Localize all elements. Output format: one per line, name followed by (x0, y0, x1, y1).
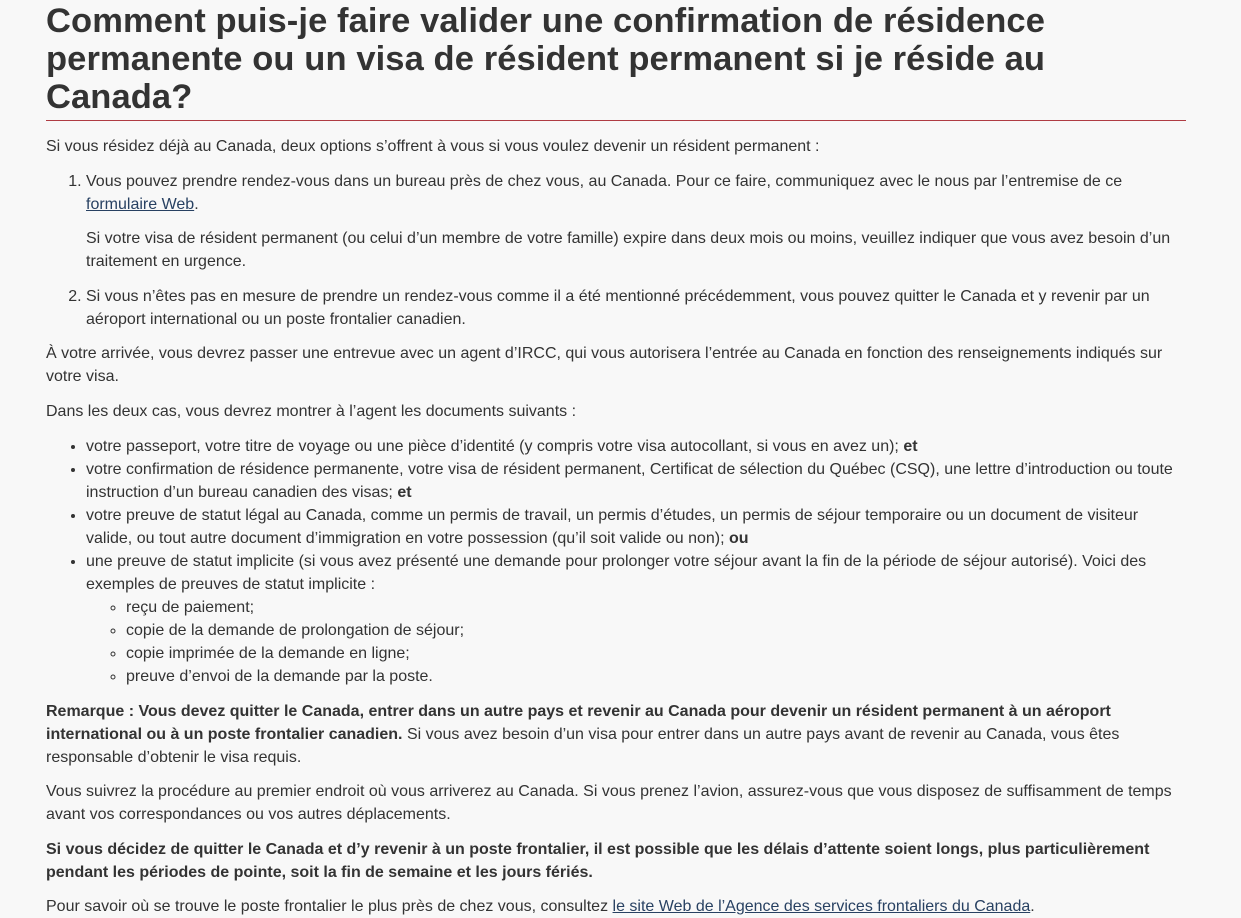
document-2-conjunction: et (397, 484, 412, 501)
wait-times-warning: Si vous décidez de quitter le Canada et d’y revenir à un poste frontalier, il est possible que les délais d’attente soient longs, plus particulièrement pendant les périodes de pointe, soit la fin de semaine et les jours fériés. (46, 841, 1150, 881)
note-rest-text: Si vous avez besoin d’un visa pour entrer dans un autre pays avant de revenir au Canada, vous êtes responsable d’obtenir le visa requis. (46, 726, 1120, 766)
proof-item: ◦ preuve d’envoi de la demande par la poste. (126, 665, 1186, 688)
web-form-link[interactable]: formulaire Web (86, 196, 195, 213)
option-item-2: 2. Si vous n’êtes pas en mesure de prendre un rendez-vous comme il a été mentionné précédemment, vous pouvez quitter le Canada et y revenir par un aéroport international ou un poste frontalier canadien. (86, 285, 1186, 331)
document-3-conjunction: ou (729, 530, 749, 547)
procedure-paragraph: Vous suivrez la procédure au premier endroit où vous arriverez au Canada. Si vous prenez l’avion, assurez-vous que vous disposez de suffisamment de temps avant vos correspondances ou vos autres déplacements. (46, 783, 1172, 823)
proof-item: ◦ copie imprimée de la demande en ligne; (126, 642, 1186, 665)
page-title: Comment puis-je faire valider une confirmation de résidence permanente ou un visa de résident permanent si je réside au Canada? (46, 0, 1186, 121)
note-bold-text: Remarque : Vous devez quitter le Canada, entrer dans un autre pays et revenir au Canada pour devenir un résident permanent à un aéroport international ou à un poste frontalier canadien. (46, 703, 1111, 743)
document-4-text: une preuve de statut implicite (si vous avez présenté une demande pour prolonger votre séjour avant la fin de la période de séjour autorisé). Voici des exemples de preuves de statut implicite : (86, 553, 1147, 593)
implicit-status-proofs-list (86, 596, 1186, 688)
arrival-paragraph: À votre arrivée, vous devrez passer une entrevue avec un agent d’IRCC, qui vous autorisera l’entrée au Canada en fonction des renseignements indiqués sur votre visa. (46, 345, 1163, 385)
document-1-conjunction: et (903, 438, 918, 455)
document-item-confirmation (86, 458, 1186, 504)
proof-item: ◦ reçu de paiement; (126, 596, 1186, 619)
proof-item: ◦ copie de la demande de prolongation de séjour; (126, 619, 1186, 642)
cbsa-website-link[interactable]: le site Web de l’Agence des services frontaliers du Canada (612, 898, 1031, 915)
documents-list (46, 435, 1186, 688)
border-crossing-paragraph (46, 895, 1186, 918)
urgent-processing-note: Si votre visa de résident permanent (ou celui d’un membre de votre famille) expire dans deux mois ou moins, veuillez indiquer que vous avez besoin d’un traitement en urgence. (86, 230, 1171, 270)
option-1-end: . (194, 196, 199, 213)
options-list (46, 170, 1186, 331)
border-end: . (1030, 898, 1035, 915)
intro-paragraph: Si vous résidez déjà au Canada, deux options s’offrent à vous si vous voulez devenir un résident permanent : (46, 138, 820, 155)
document-1-text: votre passeport, votre titre de voyage ou une pièce d’identité (y compris votre visa autocollant, si vous en avez un); (86, 438, 904, 455)
both-cases-paragraph: Dans les deux cas, vous devrez montrer à l’agent les documents suivants : (46, 403, 577, 420)
document-item-legal-status (86, 504, 1186, 550)
border-text: Pour savoir où se trouve le poste frontalier le plus près de chez vous, consultez (46, 898, 613, 915)
document-3-text: votre preuve de statut légal au Canada, comme un permis de travail, un permis d’études, un permis de séjour temporaire ou un document de visiteur valide, ou tout autre document d’immigration en votre possession (qu’il soit valide ou non); (86, 507, 1139, 547)
option-item-1 (86, 170, 1186, 273)
main-content (46, 0, 1186, 918)
option-1-text: Vous pouvez prendre rendez-vous dans un bureau près de chez vous, au Canada. Pour ce faire, communiquez avec le nous par l’entremise de ce (86, 173, 1123, 190)
document-item-implicit-status (86, 550, 1186, 688)
document-item-passport (86, 435, 1186, 458)
document-2-text: votre confirmation de résidence permanente, votre visa de résident permanent, Certificat de sélection du Québec (CSQ), une lettre d’introduction ou toute instruction d’un bureau canadien des visas; (86, 461, 1173, 501)
note-paragraph (46, 700, 1186, 769)
